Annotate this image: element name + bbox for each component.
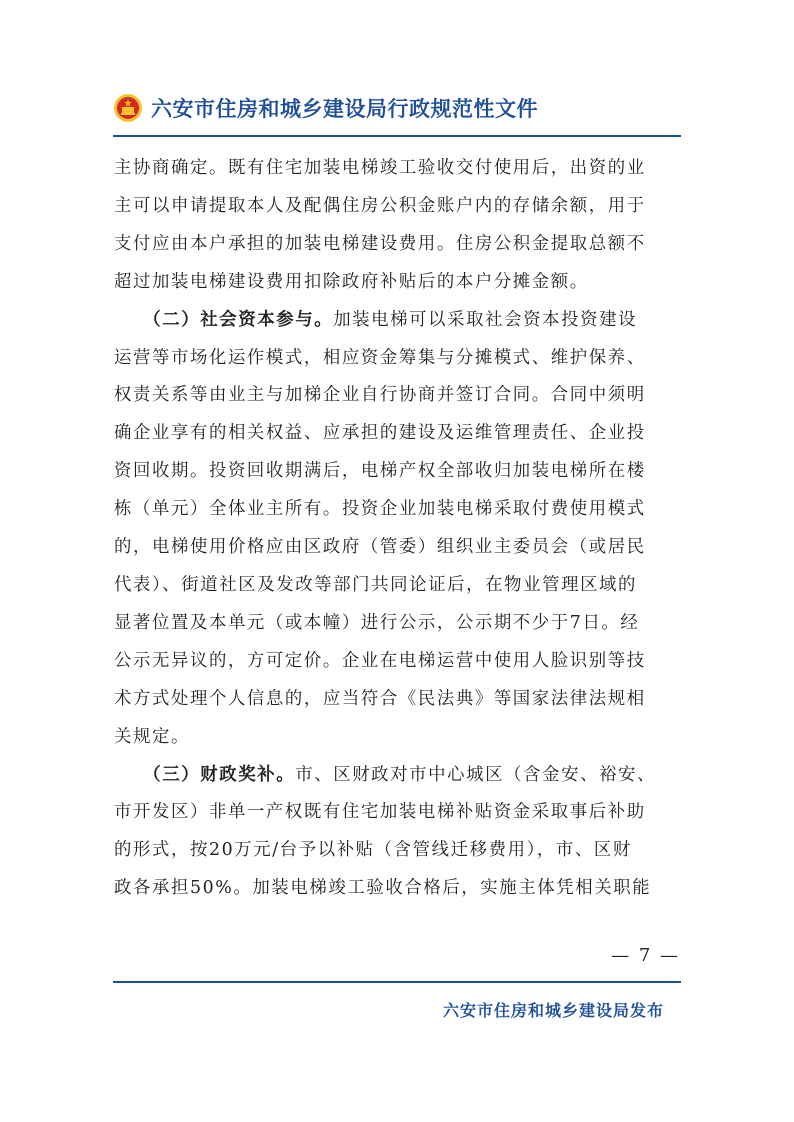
footer-publisher: 六安市住房和城乡建设局发布 (442, 1001, 664, 1020)
body-line: 运营等市场化运作模式，相应资金筹集与分摊模式、维护保养、 (114, 347, 646, 368)
body-line: 公示无异议的，方可定价。企业在电梯运营中使用人脸识别等技 (114, 650, 646, 671)
body-line: 显著位置及本单元（或本幢）进行公示，公示期不少于7日。经 (114, 612, 640, 633)
body-line: 代表）、街道社区及发改等部门共同论证后，在物业管理区域的 (114, 574, 638, 595)
page-number: — 7 — (611, 945, 680, 966)
section-2-label: （二）社会资本参与。 (151, 309, 334, 330)
body-line: 政各承担50%。加装电梯竣工验收合格后，实施主体凭相关职能 (114, 878, 652, 899)
document-body (114, 150, 686, 908)
section-2-text: 加装电梯可以采取社会资本投资建设 (333, 309, 638, 330)
section-3-label: （三）财政奖补。 (151, 764, 296, 785)
section-2-first-line (114, 302, 686, 340)
body-line: 市开发区）非单一产权既有住宅加装电梯补贴资金采取事后补助 (114, 802, 646, 823)
body-line: 超过加装电梯建设费用扣除政府补贴后的本户分摊金额。 (114, 271, 589, 292)
body-line: 主协商确定。既有住宅加装电梯竣工验收交付使用后，出资的业 (114, 158, 646, 178)
section-3-first-line (114, 757, 686, 795)
document-header (113, 84, 683, 132)
body-line: 关规定。 (114, 726, 190, 747)
body-line: 权责关系等由业主与加梯企业自行协商并签订合同。合同中须明 (114, 385, 646, 406)
body-line: 支付应由本户承担的加装电梯建设费用。住房公积金提取总额不 (114, 233, 646, 254)
header-title: 六安市住房和城乡建设局行政规范性文件 (151, 97, 538, 121)
body-line: 主可以申请提取本人及配偶住房公积金账户内的存储余额，用于 (114, 195, 646, 216)
body-line: 的，电梯使用价格应由区政府（管委）组织业主委员会（或居民 (114, 537, 646, 558)
footer-divider (113, 981, 681, 983)
national-emblem-icon (113, 93, 143, 123)
body-line: 术方式处理个人信息的，应当符合《民法典》等国家法律法规相 (114, 688, 646, 709)
body-line: 确企业享有的相关权益、应承担的建设及运维管理责任、企业投 (114, 423, 646, 444)
body-line: 资回收期。投资回收期满后，电梯产权全部收归加装电梯所在楼 (114, 461, 646, 482)
body-line: 栋（单元）全体业主所有。投资企业加装电梯采取付费使用模式 (114, 499, 646, 520)
section-3-text: 市、区财政对市中心城区（含金安、裕安、 (295, 764, 657, 785)
body-line: 的形式，按20万元/台予以补贴（含管线迁移费用），市、区财 (114, 840, 632, 861)
header-divider (113, 135, 681, 137)
